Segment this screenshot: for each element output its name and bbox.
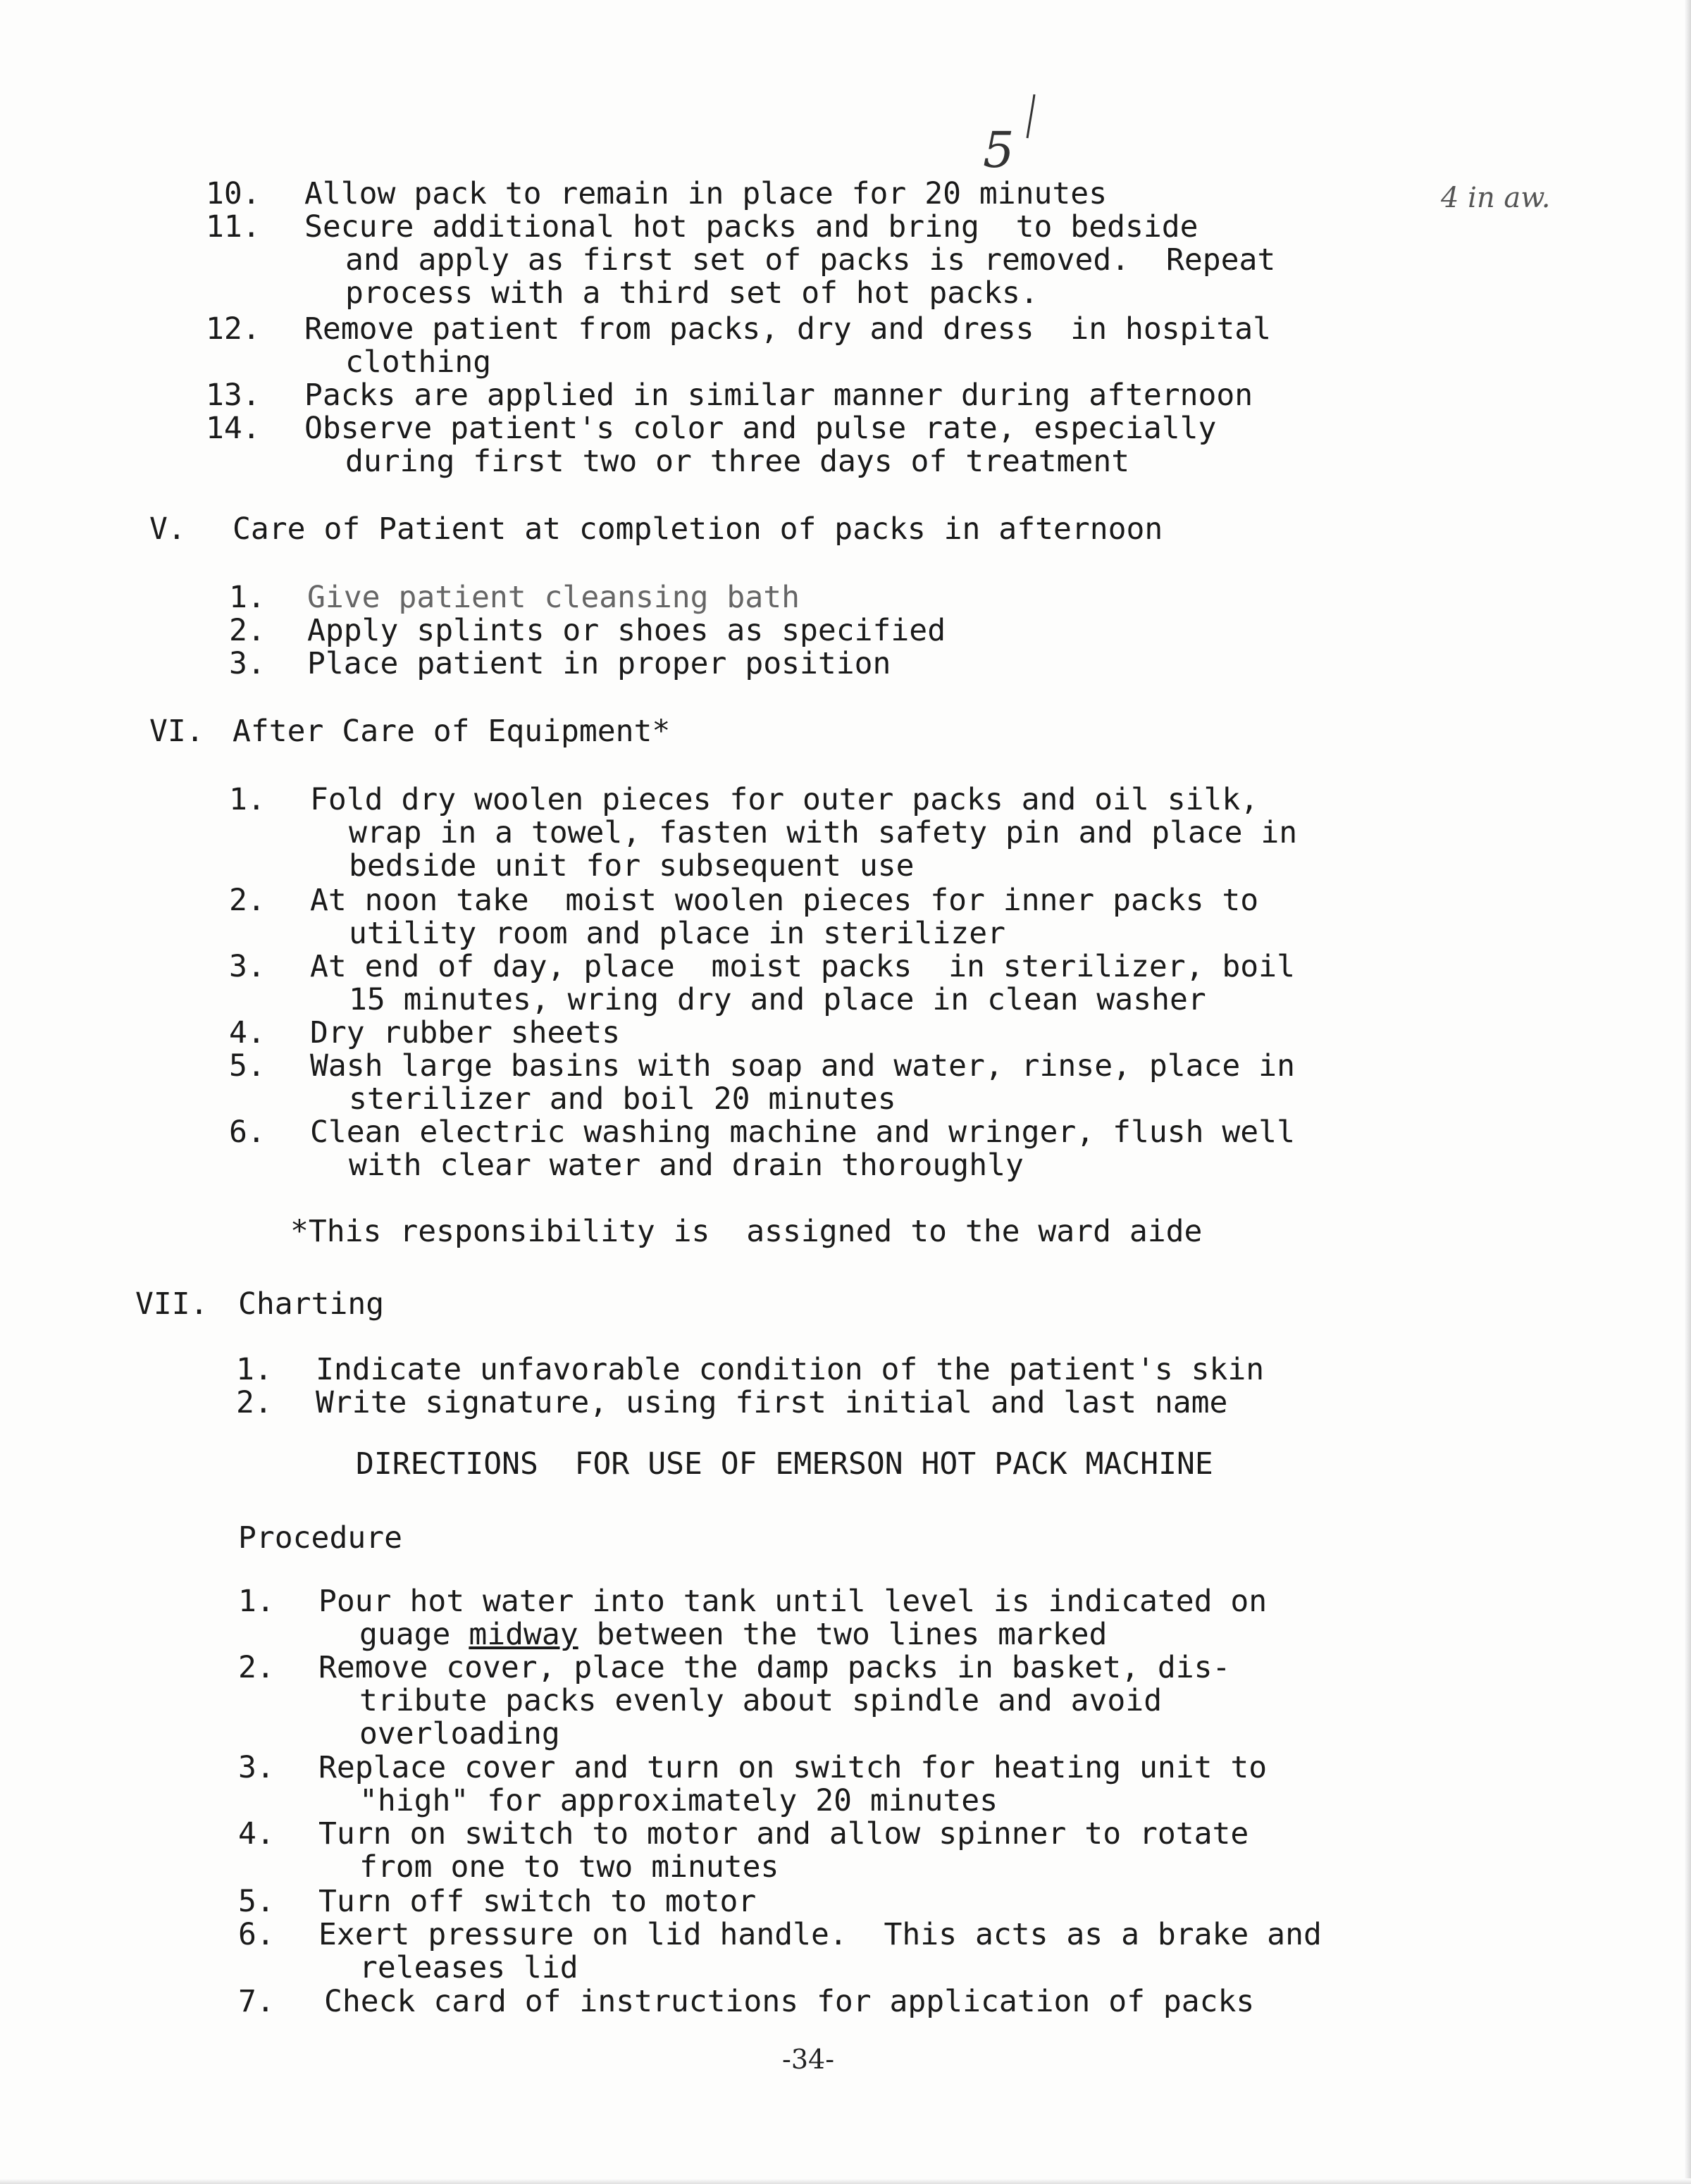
item-text: with clear water and drain thoroughly — [349, 1148, 1024, 1183]
item-number: 5. — [229, 1048, 266, 1084]
underlined-word: midway — [469, 1617, 578, 1652]
handwritten-overwrite-digit: 5 — [983, 121, 1015, 179]
section-title: Charting — [238, 1286, 385, 1322]
procedure-step-text: Pour hot water into tank until level is indicated on — [318, 1584, 1268, 1619]
item-number: 1. — [229, 782, 266, 817]
item-text: At noon take moist woolen pieces for inner packs to — [310, 883, 1259, 918]
procedure-step-text: tribute packs evenly about spindle and avoid — [359, 1683, 1163, 1718]
section-title: After Care of Equipment* — [233, 714, 671, 749]
section-numeral: VI. — [149, 714, 204, 749]
item-number: 3. — [229, 949, 266, 984]
item-text: sterilizer and boil 20 minutes — [349, 1081, 896, 1117]
procedure-step-number: 4. — [238, 1816, 275, 1851]
step-number: 13. — [206, 378, 261, 413]
section-numeral: VII. — [135, 1286, 209, 1322]
step-text: Allow pack to remain in place for 20 minutes — [304, 176, 1108, 211]
page-bottom-shadow — [0, 2178, 1691, 2184]
procedure-step-text — [359, 1618, 1107, 1651]
procedure-step-text: Remove cover, place the damp packs in basket, dis- — [318, 1650, 1231, 1685]
procedure-step-text: "high" for approximately 20 minutes — [359, 1783, 998, 1818]
procedure-step-text: Replace cover and turn on switch for heating unit to — [318, 1750, 1268, 1785]
step-text: Secure additional hot packs and bring to bedside — [304, 209, 1198, 244]
section-numeral: V. — [149, 511, 186, 547]
item-number: 2. — [229, 613, 266, 648]
item-text: bedside unit for subsequent use — [349, 848, 915, 883]
item-text: Apply splints or shoes as specified — [307, 613, 946, 648]
item-number: 3. — [229, 646, 266, 681]
item-text: wrap in a towel, fasten with safety pin and place in — [349, 815, 1298, 850]
procedure-step-number: 1. — [238, 1584, 275, 1619]
procedure-step-text: Exert pressure on lid handle. This acts as a brake and — [318, 1917, 1322, 1952]
step-number: 10. — [206, 176, 261, 211]
procedure-step-number: 6. — [238, 1917, 275, 1952]
item-number: 2. — [236, 1385, 273, 1420]
footnote: *This responsibility is assigned to the ward aide — [290, 1214, 1203, 1249]
procedure-subheading: Procedure — [238, 1520, 402, 1556]
item-text: Dry rubber sheets — [310, 1015, 621, 1050]
item-text: utility room and place in sterilizer — [349, 916, 1005, 951]
page-number: -34- — [782, 2044, 835, 2075]
item-text: Clean electric washing machine and wringer, flush well — [310, 1115, 1295, 1150]
step-text: and apply as first set of packs is removed. Repeat — [345, 242, 1276, 278]
item-text: Wash large basins with soap and water, rinse, place in — [310, 1048, 1295, 1084]
page-edge-shadow — [1684, 0, 1691, 2184]
text-run: between the two lines marked — [578, 1617, 1108, 1652]
step-number: 12. — [206, 311, 261, 347]
handwritten-stroke — [1015, 92, 1043, 141]
item-text: Write signature, using first initial and last name — [316, 1385, 1228, 1420]
step-text: clothing — [345, 345, 492, 380]
item-number: 1. — [229, 580, 266, 615]
item-number: 4. — [229, 1015, 266, 1050]
item-number: 1. — [236, 1352, 273, 1387]
item-number: 2. — [229, 883, 266, 918]
procedure-step-number: 3. — [238, 1750, 275, 1785]
step-text: process with a third set of hot packs. — [345, 275, 1039, 311]
item-text: Give patient cleansing bath — [307, 580, 800, 615]
item-text: Place patient in proper position — [307, 646, 891, 681]
text-run: guage — [359, 1617, 469, 1652]
step-text: during first two or three days of treatment — [345, 444, 1130, 479]
step-text: Observe patient's color and pulse rate, especially — [304, 411, 1217, 446]
procedure-step-text: from one to two minutes — [359, 1849, 779, 1885]
step-text: Packs are applied in similar manner during afternoon — [304, 378, 1253, 413]
procedure-step-text: releases lid — [359, 1950, 578, 1985]
procedure-step-number: 5. — [238, 1884, 275, 1919]
item-text: 15 minutes, wring dry and place in clean washer — [349, 982, 1206, 1017]
procedure-step-text: Turn on switch to motor and allow spinner to rotate — [318, 1816, 1249, 1851]
step-text: Remove patient from packs, dry and dress in hospital — [304, 311, 1272, 347]
item-text: At end of day, place moist packs in sterilizer, boil — [310, 949, 1295, 984]
item-text: Indicate unfavorable condition of the patient's skin — [316, 1352, 1265, 1387]
step-number: 11. — [206, 209, 261, 244]
section-title: Care of Patient at completion of packs in afternoon — [233, 511, 1163, 547]
step-number: 14. — [206, 411, 261, 446]
procedure-step-text: Check card of instructions for application of packs — [324, 1984, 1255, 2019]
item-text: Fold dry woolen pieces for outer packs and oil silk, — [310, 782, 1259, 817]
directions-heading: DIRECTIONS FOR USE OF EMERSON HOT PACK MACHINE — [356, 1446, 1213, 1482]
item-number: 6. — [229, 1115, 266, 1150]
procedure-step-number: 7. — [238, 1984, 275, 2019]
procedure-step-number: 2. — [238, 1650, 275, 1685]
procedure-step-text: Turn off switch to motor — [318, 1884, 757, 1919]
procedure-step-text: overloading — [359, 1716, 560, 1751]
handwritten-margin-note: 4 in aw. — [1441, 182, 1551, 214]
